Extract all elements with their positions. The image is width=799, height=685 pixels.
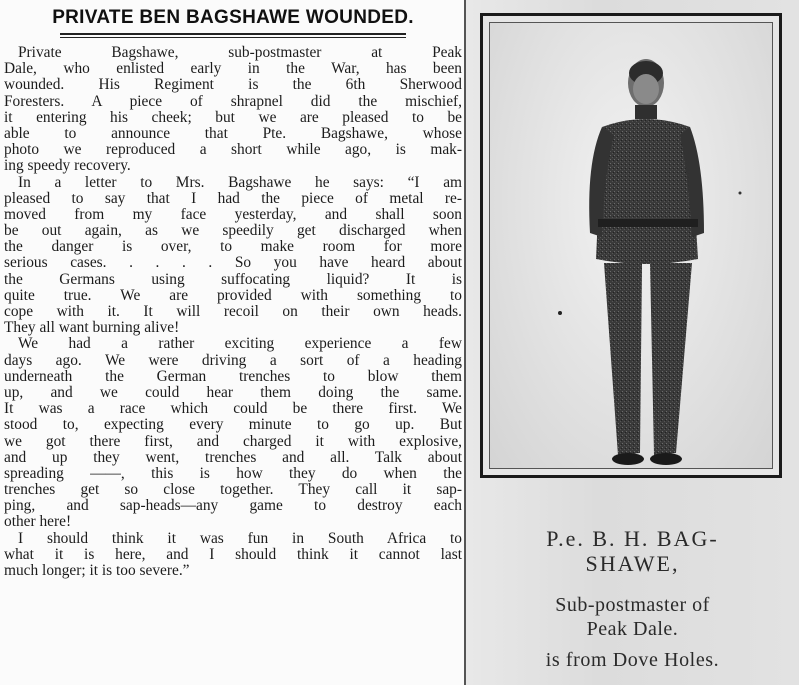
caption-title-line2: Peak Dale. (586, 618, 679, 640)
text-line: cope with it. It will recoil on their own heads. (4, 304, 462, 320)
caption-origin: is from Dove Holes. (545, 649, 720, 671)
text-line: days ago. We were driving a sort of a heading (4, 352, 462, 369)
text-line: photo we reproduced a short while ago, is mak- (4, 142, 462, 159)
soldier-portrait-image (490, 23, 773, 469)
text-line: we got there first, and charged it with explosive, (4, 433, 462, 450)
text-line: underneath the German trenches to blow them (4, 368, 462, 385)
text-line: It was a race which could be there first. We (4, 401, 462, 418)
text-line: be out again, as we speedily get discharged when (4, 223, 462, 240)
text-line: up, and we could hear them doing the same. (4, 384, 462, 401)
text-line: ing speedy recovery. (4, 158, 131, 175)
text-line: other here! (4, 514, 72, 531)
text-line: ping, and sap-heads—any game to destroy each (4, 498, 462, 515)
text-line: In a letter to Mrs. Bagshawe he says: “I am (18, 174, 462, 191)
text-line: I should think it was fun in South Africa to (18, 530, 462, 547)
text-line: able to announce that Pte. Bagshawe, whose (4, 125, 462, 142)
text-line: We had a rather exciting experience a few (18, 336, 462, 353)
text-line: wounded. His Regiment is the 6th Sherwood (4, 77, 462, 94)
text-line: it entering his cheek; but we are pleased to be (4, 109, 462, 126)
text-line: serious cases. . . . . So you have heard about (4, 255, 462, 272)
text-line: They all want burning alive! (4, 320, 180, 337)
text-line: quite true. We are provided with something to (4, 287, 462, 304)
headline-rule (60, 33, 406, 35)
portrait-photo (489, 22, 773, 469)
photo-panel (466, 0, 799, 685)
text-line: the danger is over, to make room for more (4, 239, 462, 256)
text-line: Dale, who enlisted early in the War, has been (4, 61, 462, 78)
text-line: spreading ——, this is how they do when the (4, 465, 462, 482)
text-line: moved from my face yesterday, and shall soon (4, 206, 462, 223)
text-line: Foresters. A piece of shrapnel did the mischief, (4, 93, 462, 110)
caption-name-line2: SHAWE, (585, 551, 680, 576)
text-line: Private Bagshawe, sub-postmaster at Peak (18, 45, 462, 61)
text-line: pleased to say that I had the piece of metal re- (4, 190, 462, 207)
text-line: stood to, expecting every minute to go up. But (4, 417, 462, 434)
text-line: much longer; it is too severe.” (4, 563, 190, 579)
headline: PRIVATE BEN BAGSHAWE WOUNDED. (52, 7, 414, 28)
text-line: and up they went, trenches and all. Talk about (4, 449, 462, 466)
caption-name-line1: P.e. B. H. BAG- (546, 526, 719, 551)
caption-title-line1: Sub-postmaster of (555, 594, 710, 616)
text-line: the Germans using suffocating liquid? It is (4, 271, 462, 288)
text-line: trenches get so close together. They call it sap- (4, 482, 462, 499)
article-body (4, 45, 462, 579)
headline-rule-thin (60, 37, 406, 38)
text-line: what it is here, and I should think it cannot last (4, 546, 462, 563)
photo-frame (480, 13, 782, 478)
